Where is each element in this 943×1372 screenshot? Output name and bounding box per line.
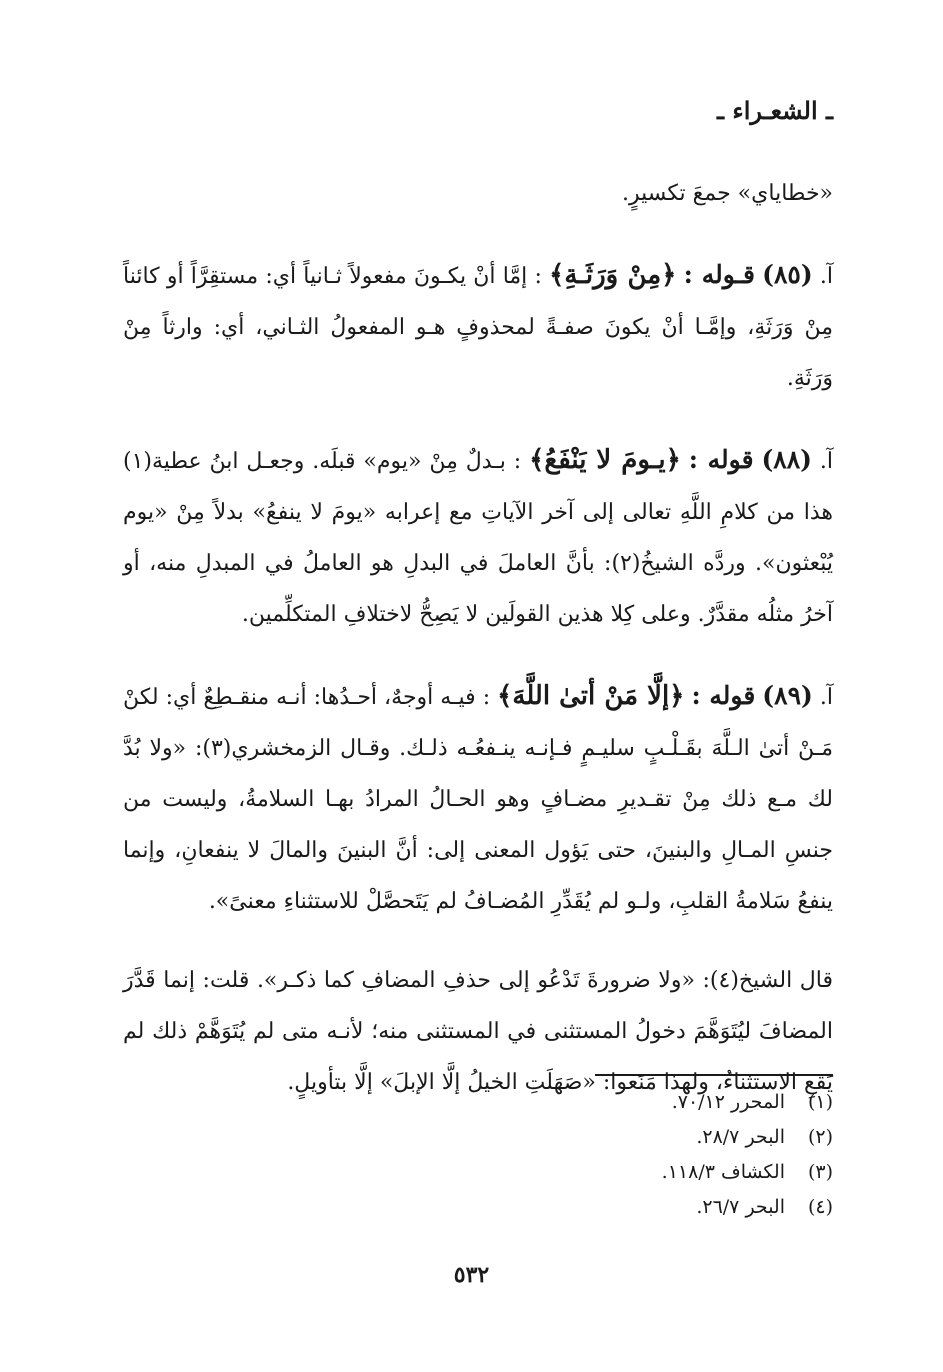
footnote-mark: (٢) — [807, 1126, 833, 1148]
paragraph-verse-85 — [123, 249, 833, 404]
footnote-text: المحرر ٧٠/١٢. — [671, 1091, 785, 1113]
paragraph-intro — [123, 168, 833, 219]
verse-number: (٨٥) — [762, 260, 813, 289]
verse-marker: آ. — [819, 264, 833, 289]
paragraph-text: قال الشيخ(٤): «ولا ضرورةَ تَدْعُو إلى حذفِ المضافِ كما ذكـر». قلت: إنما قَدَّرَ المضافَ ليُتَوَهَّمَ دخولُ المستثنى في المستثنى منه؛ لأنـه متى لم يُتَوَهَّمْ ذلك لم يَقعِ الاستثناءُ، ولهذا مَنَعوا: «صَهَلَتِ الخيلُ إلَّا الإبلَ» إلَّا بتأويلٍ. — [123, 968, 834, 1095]
main-text — [123, 168, 833, 1108]
verse-marker: آ. — [819, 449, 834, 474]
paragraph-text: : بـدلٌ مِنْ «يوم» قبلَه. وجعـل ابنُ عطية(١) هذا من كلامِ اللَّهِ تعالى إلى آخر الآياتِ مع إعرابه «يومَ لا ينفعُ» بدلاً مِنْ «يوم يُبْعثون». وردَّه الشيخُ(٢): بأنَّ العاملَ في البدلِ هو العاملُ في المبدلِ منه، أو آخرُ مثلُه مقدَّرٌ. وعلى كِلا هذين القولَين لا يَصِحُّ لاختلافِ المتكلِّمين. — [123, 449, 833, 627]
qawl-label: قوله : — [688, 445, 754, 474]
paragraph-verse-89 — [123, 670, 833, 927]
verse-number: (٨٨) — [761, 445, 812, 474]
verse-marker: آ. — [819, 685, 833, 710]
paragraph-text: «خطاياي» جمعَ تكسيرٍ. — [622, 181, 833, 206]
quranic-quote: ﴿مِنْ وَرَثَـةِ﴾ — [549, 260, 677, 290]
running-header: ـ الشعـراء ـ — [717, 96, 833, 125]
footnote-item — [433, 1120, 833, 1155]
qawl-label: قـوله : — [683, 260, 755, 289]
footnote-mark: (٣) — [807, 1161, 833, 1183]
qawl-label: قوله : — [691, 681, 756, 710]
page-number: ٥٣٢ — [453, 1262, 490, 1288]
paragraph-text: : إمَّا أنْ يكـونَ مفعولاً ثـانياً أي: مستقِرَّاً أو كائناً مِنْ وَرَثَةِ، وإمَّـا أنْ يكونَ صفـةً لمحذوفٍ هـو المفعولُ الثـاني، أي: وارثاً مِنْ وَرَثَةِ. — [123, 264, 833, 391]
footnotes — [433, 1085, 833, 1225]
footnote-item — [433, 1155, 833, 1190]
quranic-quote: ﴿يـومَ لا يَنْفَعُ﴾ — [529, 445, 681, 475]
footnote-mark: (١) — [807, 1091, 833, 1113]
quranic-quote: ﴿إلَّا مَنْ أتىٰ اللَّهَ﴾ — [497, 681, 685, 711]
paragraph-text: : فيـه أوجهٌ، أحـدُها: أنـه منقـطِعٌ أي: لكنْ مَـنْ أتىٰ الـلَّهَ بقَـلْـبٍ سليـمٍ فـإنـه ينـفعُـه ذلـك. وقـال الزمخشري(٣): «ولا بُدَّ لك مـع ذلك مِنْ تقـديرِ مضـافٍ وهو الحـالُ المرادُ بهـا السلامةُ، وليست من جنسِ المـالِ والبنينَ، حتى يَؤول المعنى إلى: أنَّ البنينَ والمالَ لا ينفعانِ، وإنما ينفعُ سَلامةُ القلبِ، ولـو لم يُقَدِّرِ المُضـافُ لم يَتَحصَّلْ للاستثناءِ معنىً». — [123, 685, 833, 914]
footnote-text: البحر ٢٦/٧. — [696, 1196, 785, 1218]
paragraph-verse-88 — [123, 434, 833, 640]
footnote-text: البحر ٢٨/٧. — [696, 1126, 785, 1148]
footnote-separator — [595, 1074, 833, 1076]
footnote-item — [433, 1190, 833, 1225]
footnote-item — [433, 1085, 833, 1120]
verse-number: (٨٩) — [762, 681, 813, 710]
footnote-mark: (٤) — [807, 1196, 833, 1218]
footnote-text: الكشاف ١١٨/٣. — [661, 1161, 785, 1183]
